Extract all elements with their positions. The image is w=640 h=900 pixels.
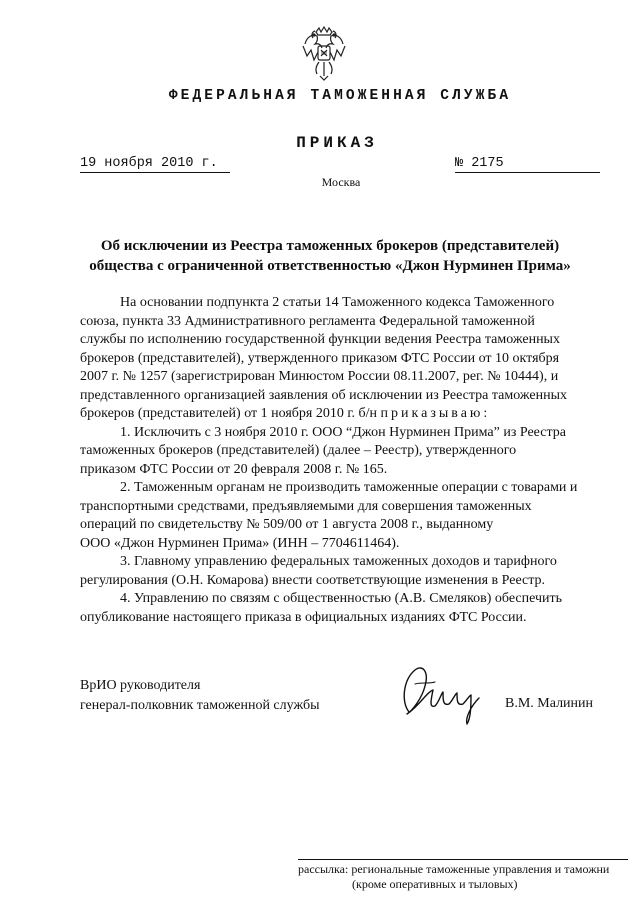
body-line: операций по свидетельству № 509/00 от 1 августа 2008 г., выданному <box>80 517 494 532</box>
order-city: Москва <box>321 175 361 189</box>
document-type: ПРИКАЗ <box>296 134 378 152</box>
signer-position-line: ВрИО руководителя <box>80 678 201 693</box>
order-title-line: общества с ограниченной ответственностью «Джон Нурминен Прима» <box>89 258 571 274</box>
distribution-line: (кроме оперативных и тыловых) <box>352 877 518 891</box>
body-line: регулирования (О.Н. Комарова) внести соответствующие изменения в Реестр. <box>80 572 546 588</box>
body-line-text: брокеров (представителей) от 1 ноября 2010 г. б/н <box>80 406 378 421</box>
item-3 <box>80 553 600 590</box>
item-2 <box>80 479 600 553</box>
body-line: приказом ФТС России от 20 февраля 2008 г. № 165. <box>80 461 388 477</box>
body-line: ООО «Джон Нурминен Прима» (ИНН – 7704611464). <box>80 535 400 551</box>
handwritten-signature <box>395 662 490 730</box>
body-line: 1. Исключить с 3 ноября 2010 г. ООО “Джон Нурминен Прима” из Реестра <box>120 424 566 440</box>
body-line: таможенных брокеров (представителей) (далее – Реестр), утвержденного <box>80 443 517 458</box>
order-word: приказываю: <box>380 406 491 421</box>
body-line: 4. Управлению по связям с общественностью (А.В. Смеляков) обеспечить <box>120 591 563 606</box>
order-number: № 2175 <box>455 156 600 173</box>
body-line: транспортными средствами, предъявляемыми для совершения таможенных <box>80 498 532 514</box>
body-line: брокеров (представителей), утвержденного приказом ФТС России от 10 октября <box>80 350 560 366</box>
order-body <box>80 294 600 627</box>
signer-name: В.М. Малинин <box>505 696 594 711</box>
body-line: 2. Таможенным органам не производить таможенные операции с товарами и <box>120 480 578 495</box>
signer-position-line: генерал-полковник таможенной службы <box>80 698 320 713</box>
body-line: На основании подпункта 2 статьи 14 Таможенного кодекса Таможенного <box>120 295 555 310</box>
order-title-line: Об исключении из Реестра таможенных брокеров (представителей) <box>100 238 560 254</box>
intro-paragraph <box>80 294 600 424</box>
signer-position <box>80 676 319 716</box>
body-line <box>80 405 600 424</box>
order-date: 19 ноября 2010 г. <box>80 156 230 173</box>
item-1 <box>80 424 600 480</box>
agency-name: ФЕДЕРАЛЬНАЯ ТАМОЖЕННАЯ СЛУЖБА <box>168 88 512 104</box>
body-line: опубликование настоящего приказа в официальных изданиях ФТС России. <box>80 609 527 625</box>
distribution-divider <box>298 859 628 860</box>
item-4 <box>80 590 600 627</box>
body-line: союза, пункта 33 Административного регламента Федеральной таможенной <box>80 313 535 329</box>
body-line: 3. Главному управлению федеральных таможенных доходов и тарифного <box>120 554 557 569</box>
distribution-line: рассылка: региональные таможенные управления и таможни <box>298 862 610 876</box>
order-title <box>60 236 600 276</box>
russian-coat-of-arms-icon <box>299 22 349 82</box>
body-line: службы по исполнению государственной функции ведения Реестра таможенных <box>80 332 560 347</box>
body-line: 2007 г. № 1257 (зарегистрирован Минюстом России 08.11.2007, рег. № 10444), и <box>80 369 559 384</box>
body-line: представленного организацией заявления об исключении из Реестра таможенных <box>80 387 567 403</box>
distribution-list <box>298 862 609 892</box>
